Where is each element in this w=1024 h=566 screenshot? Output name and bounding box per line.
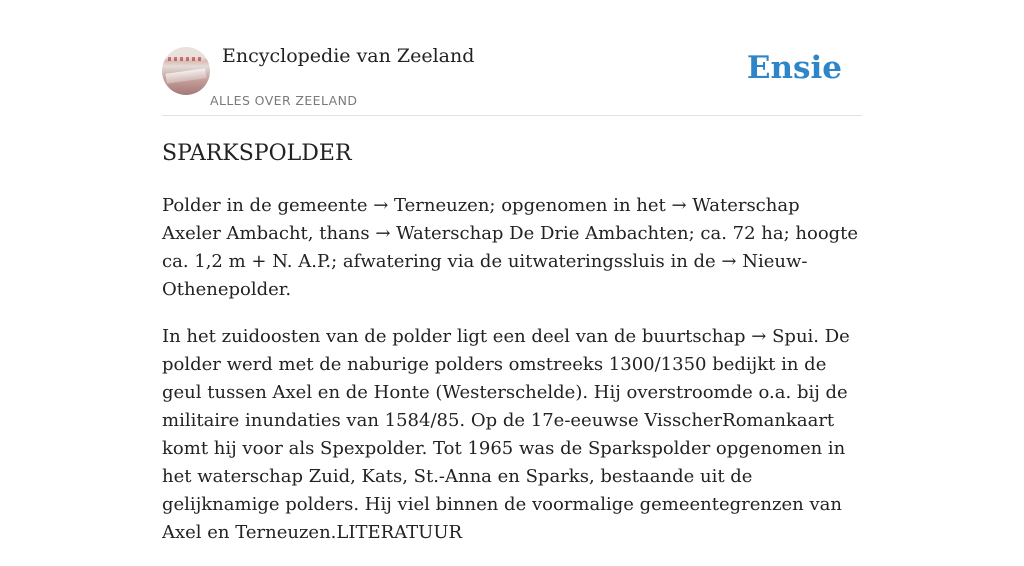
entry-paragraph: Polder in de gemeente → Terneuzen; opgenomen in het → Waterschap Axeler Ambacht, thans → Waterschap De Drie Ambachten; ca. 72 ha; hoogte ca. 1,2 m + N. A.P.; afwatering via de uitwateringssluis in de → Nieuw-Othenepolder. xyxy=(162,195,859,300)
site-title[interactable]: Encyclopedie van Zeeland xyxy=(222,45,475,67)
entry-title: SPARKSPOLDER xyxy=(162,141,352,166)
header-divider xyxy=(162,115,862,116)
site-subtitle: ALLES OVER ZEELAND xyxy=(210,93,358,108)
entry-paragraph: In het zuidoosten van de polder ligt een deel van de buurtschap → Spui. De polder werd met de naburige polders omstreeks 1300/1350 bedijkt in de geul tussen Axel en de Honte (Westerschelde). Hij overstroomde o.a. bij de militaire inundaties van 1584/85. Op de 17e-eeuwse VisscherRomankaart komt hij voor als Spexpolder. Tot 1965 was de Sparkspolder opgenomen in het waterschap Zuid, Kats, St.-Anna en Sparks, bestaande uit de gelijknamige polders. Hij viel binnen de voormalige gemeentegrenzen van Axel en Terneuzen.LITERATUUR xyxy=(162,326,850,543)
ensie-logo-link[interactable]: Ensie xyxy=(746,50,842,86)
encyclopedia-avatar[interactable] xyxy=(162,47,210,95)
entry-content xyxy=(162,192,862,566)
